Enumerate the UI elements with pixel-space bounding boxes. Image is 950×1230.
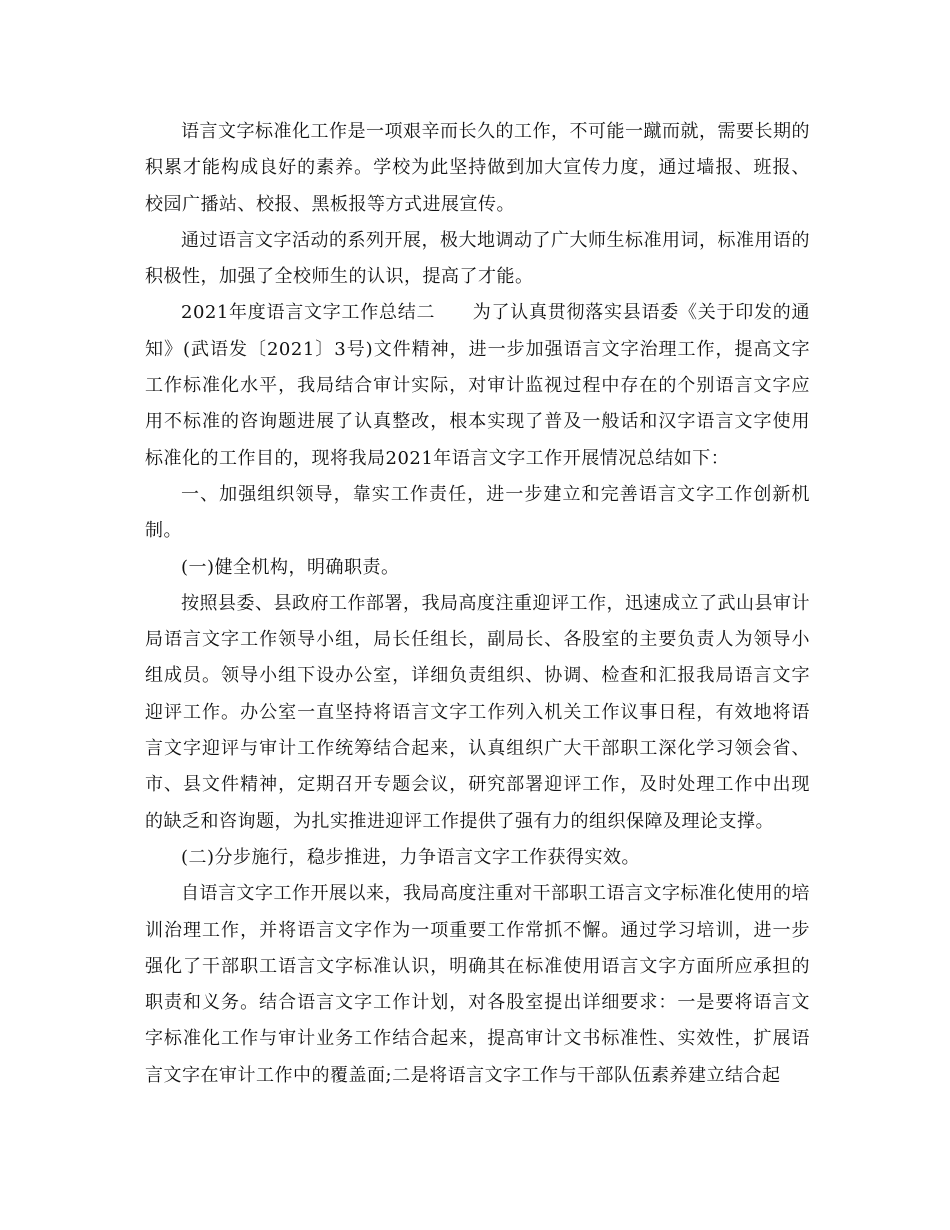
paragraph-4: 一、加强组织领导，靠实工作责任，进一步建立和完善语言文字工作创新机制。 bbox=[145, 483, 810, 542]
document-body bbox=[145, 114, 810, 1094]
paragraph-5: (一)健全机构，明确职责。 bbox=[181, 556, 400, 578]
paragraph-6: 按照县委、县政府工作部署，我局高度注重迎评工作，迅速成立了武山县审计局语言文字工作领导小组，局长任组长，副局长、各股室的主要负责人为领导小组成员。领导小组下设办公室，详细负责组织、协调、检查和汇报我局语言文字迎评工作。办公室一直坚持将语言文字工作列入机关工作议事日程，有效地将语言文字迎评与审计工作统筹结合起来，认真组织广大干部职工深化学习领会省、市、县文件精神，定期召开专题会议，研究部署迎评工作，及时处理工作中出现的缺乏和咨询题，为扎实推进迎评工作提供了强有力的组织保障及理论支撑。 bbox=[145, 592, 810, 832]
paragraph-2: 通过语言文字活动的系列开展，极大地调动了广大师生标准用词，标准用语的积极性，加强了全校师生的认识，提高了才能。 bbox=[145, 229, 810, 288]
paragraph-8: 自语言文字工作开展以来，我局高度注重对干部职工语言文字标准化使用的培训治理工作，并将语言文字作为一项重要工作常抓不懈。通过学习培训，进一步强化了干部职工语言文字标准认识，明确其在标准使用语言文字方面所应承担的职责和义务。结合语言文字工作计划，对各股室提出详细要求：一是要将语言文字标准化工作与审计业务工作结合起来，提高审计文书标准性、实效性，扩展语言文字在审计工作中的覆盖面;二是将语言文字工作与干部队伍素养建立结合起 bbox=[145, 883, 810, 1086]
paragraph-7: (二)分步施行，稳步推进，力争语言文字工作获得实效。 bbox=[181, 846, 641, 868]
paragraph-3: 2021年度语言文字工作总结二 为了认真贯彻落实县语委《关于印发的通知》(武语发〔2021〕3号)文件精神，进一步加强语言文字治理工作，提高文字工作标准化水平，我局结合审计实际，对审计监视过程中存在的个别语言文字应用不标准的咨询题进展了认真整改，根本实现了普及一般话和汉字语言文字使用标准化的工作目的，现将我局2021年语言文字工作开展情况总结如下： bbox=[145, 302, 810, 469]
paragraph-1: 语言文字标准化工作是一项艰辛而长久的工作，不可能一蹴而就，需要长期的积累才能构成良好的素养。学校为此坚持做到加大宣传力度，通过墙报、班报、校园广播站、校报、黑板报等方式进展宣传。 bbox=[145, 121, 810, 215]
